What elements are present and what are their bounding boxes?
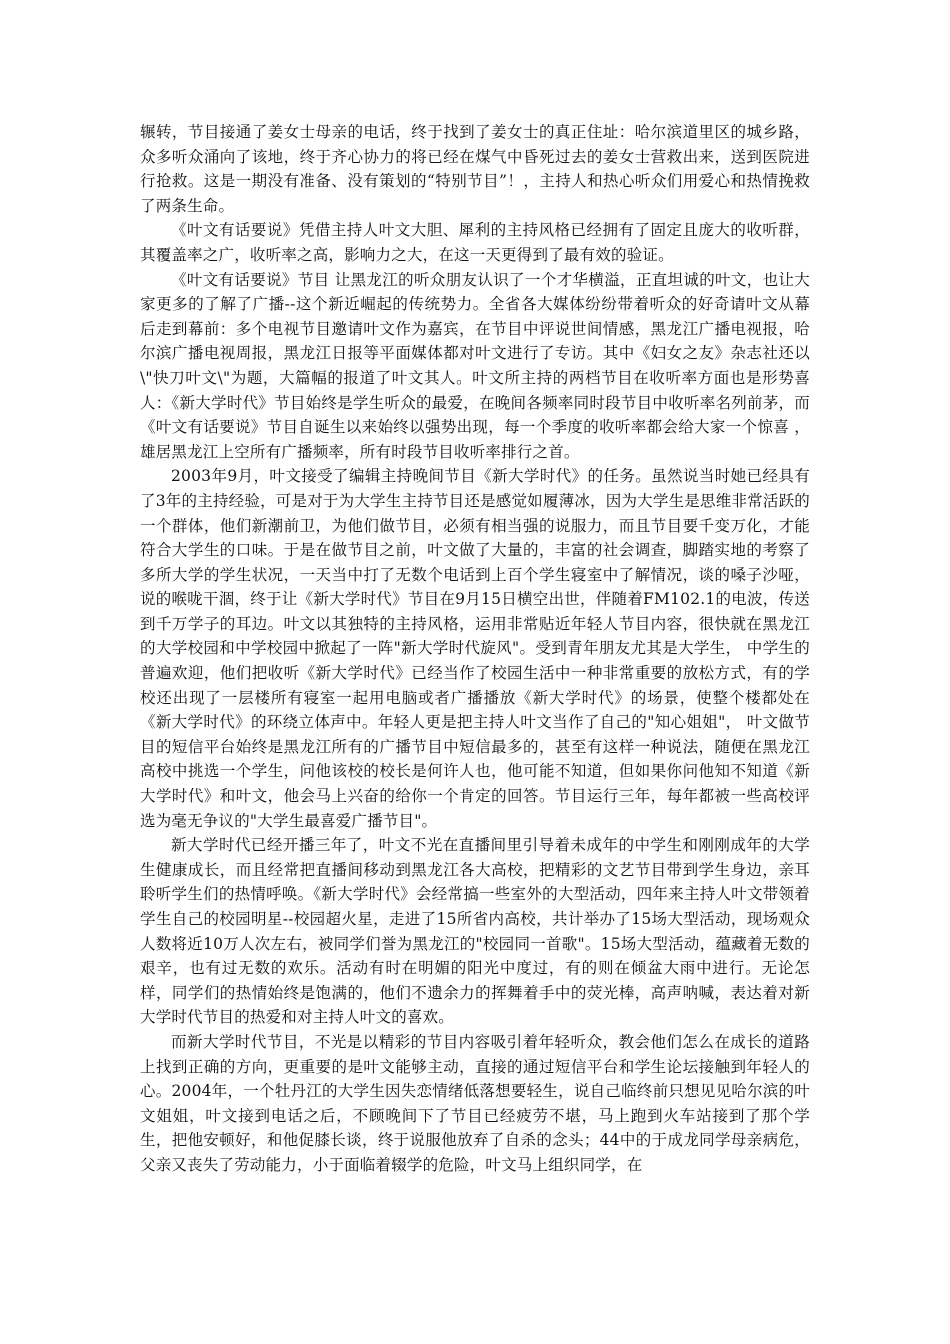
paragraph-2: 《叶文有话要说》凭借主持人叶文大胆、犀利的主持风格已经拥有了固定且庞大的收听群，其覆盖率之广，收听率之高，影响力之大，在这一天更得到了最有效的验证。: [140, 221, 810, 264]
paragraph-1-continued: 辗转，节目接通了姜女士母亲的电话，终于找到了姜女士的真正住址：哈尔滨道里区的城乡路，众多听众涌向了该地，终于齐心协力的将已经在煤气中昏死过去的姜女士营救出来，送到医院进行抢救。这是一期没有准备、没有策划的“特别节目”！，主持人和热心听众们用爱心和热情挽救了两条生命。: [140, 123, 810, 215]
paragraph-5: 新大学时代已经开播三年了，叶文不光在直播间里引导着未成年的中学生和刚刚成年的大学生健康成长，而且经常把直播间移动到黑龙江各大高校，把精彩的文艺节目带到学生身边，亲耳聆听学生们的热情呼唤。《新大学时代》会经常搞一些室外的大型活动，四年来主持人叶文带领着学生自己的校园明星--校园超火星，走进了15所省内高校，共计举办了15场大型活动，现场观众人数将近10万人次左右，被同学们誉为黑龙江的"校园同一首歌"。15场大型活动，蕴藏着无数的艰辛，也有过无数的欢乐。活动有时在明媚的阳光中度过，有的则在倾盆大雨中进行。无论怎样，同学们的热情始终是饱满的，他们不遗余力的挥舞着手中的荧光棒，高声呐喊，表达着对新大学时代节目的热爱和对主持人叶文的喜欢。: [140, 836, 810, 1027]
paragraph-6: 而新大学时代节目，不光是以精彩的节目内容吸引着年轻听众，教会他们怎么在成长的道路上找到正确的方向，更重要的是叶文能够主动，直接的通过短信平台和学生论坛接触到年轻人的心。2004年，一个牡丹江的大学生因失恋情绪低落想要轻生，说自己临终前只想见见哈尔滨的叶文姐姐，叶文接到电话之后，不顾晚间下了节目已经疲劳不堪，马上跑到火车站接到了那个学生，把他安顿好，和他促膝长谈，终于说服他放弃了自杀的念头；44中的于成龙同学母亲病危，父亲又丧失了劳动能力，小于面临着辍学的危险，叶文马上组织同学，在: [140, 1032, 810, 1174]
article-body: [140, 120, 810, 1178]
paragraph-3: 《叶文有话要说》节目 让黑龙江的听众朋友认识了一个才华横溢，正直坦诚的叶文，也让大家更多的了解了广播--这个新近崛起的传统势力。全省各大媒体纷纷带着听众的好奇请叶文从幕后走到幕前：多个电视节目邀请叶文作为嘉宾，在节目中评说世间情感，黑龙江广播电视报，哈尔滨广播电视周报，黑龙江日报等平面媒体都对叶文进行了专访。其中《妇女之友》杂志社还以\"快刀叶文\"为题，大篇幅的报道了叶文其人。叶文所主持的两档节目在收听率方面也是形势喜人：《新大学时代》节目始终是学生听众的最爱，在晚间各频率同时段节目中收听率名列前茅，而《叶文有话要说》节目自诞生以来始终以强势出现，每一个季度的收听率都会给大家一个惊喜 ，雄居黑龙江上空所有广播频率，所有时段节目收听率排行之首。: [140, 270, 810, 461]
paragraph-4: 2003年9月，叶文接受了编辑主持晚间节目《新大学时代》的任务。虽然说当时她已经具有了3年的主持经验，可是对于为大学生主持节目还是感觉如履薄冰，因为大学生是思维非常活跃的一个群体，他们新潮前卫，为他们做节目，必须有相当强的说服力，而且节目要千变万化，才能符合大学生的口味。于是在做节目之前，叶文做了大量的，丰富的社会调查，脚踏实地的考察了多所大学的学生状况，一天当中打了无数个电话到上百个学生寝室中了解情况，谈的嗓子沙哑，说的喉咙干涸，终于让《新大学时代》节目在9月15日横空出世，伴随着FM102.1的电波，传送到千万学子的耳边。叶文以其独特的主持风格，运用非常贴近年轻人节目内容，很快就在黑龙江的大学校园和中学校园中掀起了一阵"新大学时代旋风"。受到青年朋友尤其是大学生， 中学生的普遍欢迎，他们把收听《新大学时代》已经当作了校园生活中一种非常重要的放松方式，有的学校还出现了一层楼所有寝室一起用电脑或者广播播放《新大学时代》的场景，使整个楼都处在《新大学时代》的环绕立体声中。年轻人更是把主持人叶文当作了自己的"知心姐姐"， 叶文做节目的短信平台始终是黑龙江所有的广播节目中短信最多的，甚至有这样一种说法，随便在黑龙江高校中挑选一个学生，问他该校的校长是何许人也，他可能不知道，但如果你问他知不知道《新大学时代》和叶文，他会马上兴奋的给你一个肯定的回答。节目运行三年，每年都被一些高校评选为毫无争议的"大学生最喜爱广播节目"。: [140, 467, 810, 830]
